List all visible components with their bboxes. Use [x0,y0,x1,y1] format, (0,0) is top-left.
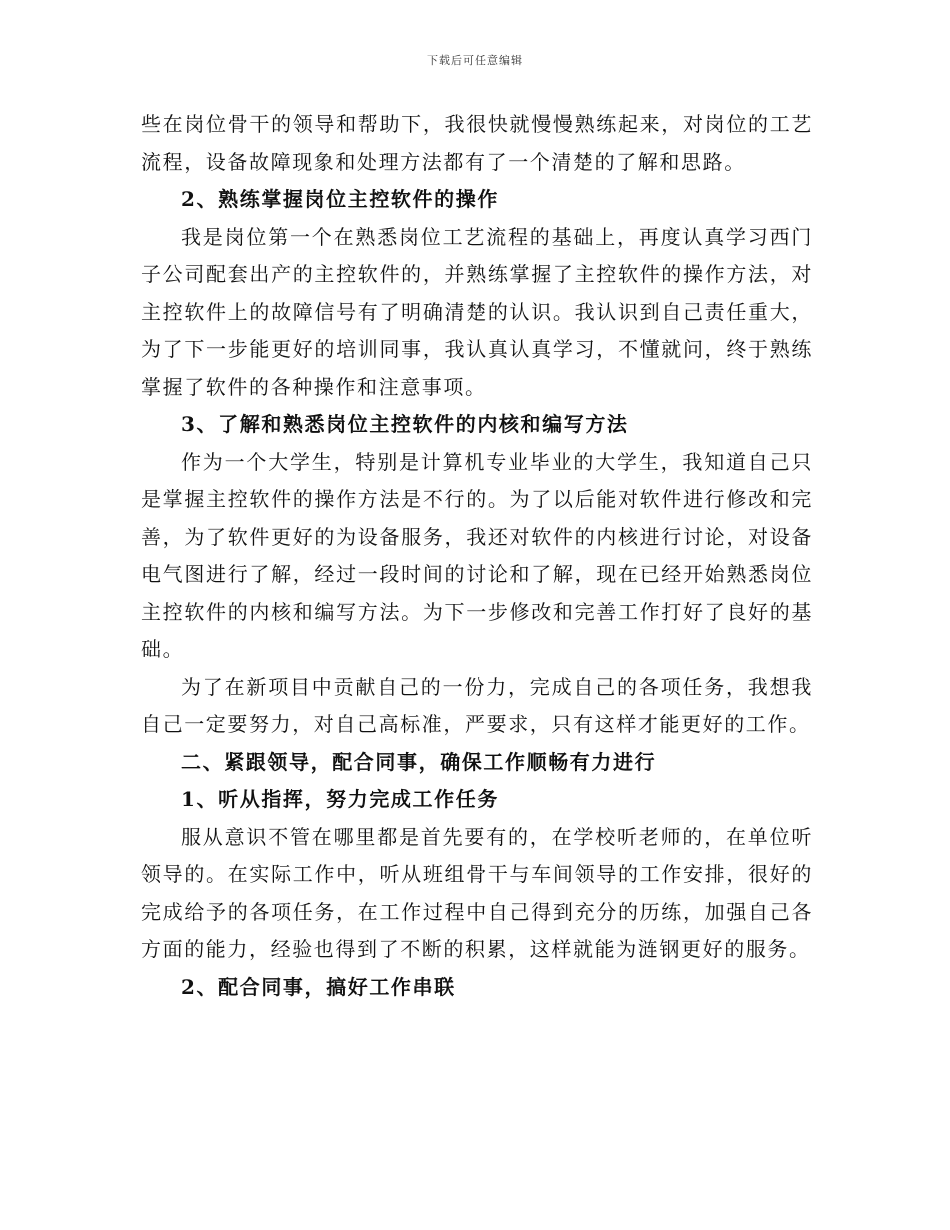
paragraph-contribution: 为了在新项目中贡献自己的一份力，完成自己的各项任务，我想我自己一定要努力，对自己高标准，严要求，只有这样才能更好的工作。 [141,674,813,736]
subheading-cooperate-colleagues: 2、配合同事，搞好工作串联 [181,974,456,999]
subheading-follow-instructions: 1、听从指挥，努力完成工作任务 [181,787,499,811]
paragraph-software-operation: 我是岗位第一个在熟悉岗位工艺流程的基础上，再度认真学习西门子公司配套出产的主控软件的，并熟练掌握了主控软件的操作方法，对主控软件上的故障信号有了明确清楚的认识。我认识到自己责任重大，为了下一步能更好的培训同事，我认真认真学习，不懂就问，终于熟练掌握了软件的各种操作和注意事项。 [141,224,813,399]
header-note: 下载后可任意编辑 [427,54,523,67]
subheading-software-kernel: 3、了解和熟悉岗位主控软件的内核和编写方法 [181,412,629,436]
paragraph-continued: 些在岗位骨干的领导和帮助下，我很快就慢慢熟练起来，对岗位的工艺流程，设备故障现象和处理方法都有了一个清楚的了解和思路。 [141,112,813,174]
subheading-master-software: 2、熟练掌握岗位主控软件的操作 [181,187,499,211]
paragraph-software-kernel: 作为一个大学生，特别是计算机专业毕业的大学生，我知道自己只是掌握主控软件的操作方法是不行的。为了以后能对软件进行修改和完善，为了软件更好的为设备服务，我还对软件的内核进行讨论，对设备电气图进行了解，经过一段时间的讨论和了解，现在已经开始熟悉岗位主控软件的内核和编写方法。为下一步修改和完善工作打好了良好的基础。 [141,449,813,661]
document-body [141,106,813,1006]
paragraph-obedience: 服从意识不管在哪里都是首先要有的，在学校听老师的，在单位听领导的。在实际工作中，听从班组骨干与车间领导的工作安排，很好的完成给予的各项任务，在工作过程中自己得到充分的历练，加强自己各方面的能力，经验也得到了不断的积累，这样就能为涟钢更好的服务。 [141,824,813,961]
section-heading-follow-leaders: 二、紧跟领导，配合同事，确保工作顺畅有力进行 [181,749,657,774]
